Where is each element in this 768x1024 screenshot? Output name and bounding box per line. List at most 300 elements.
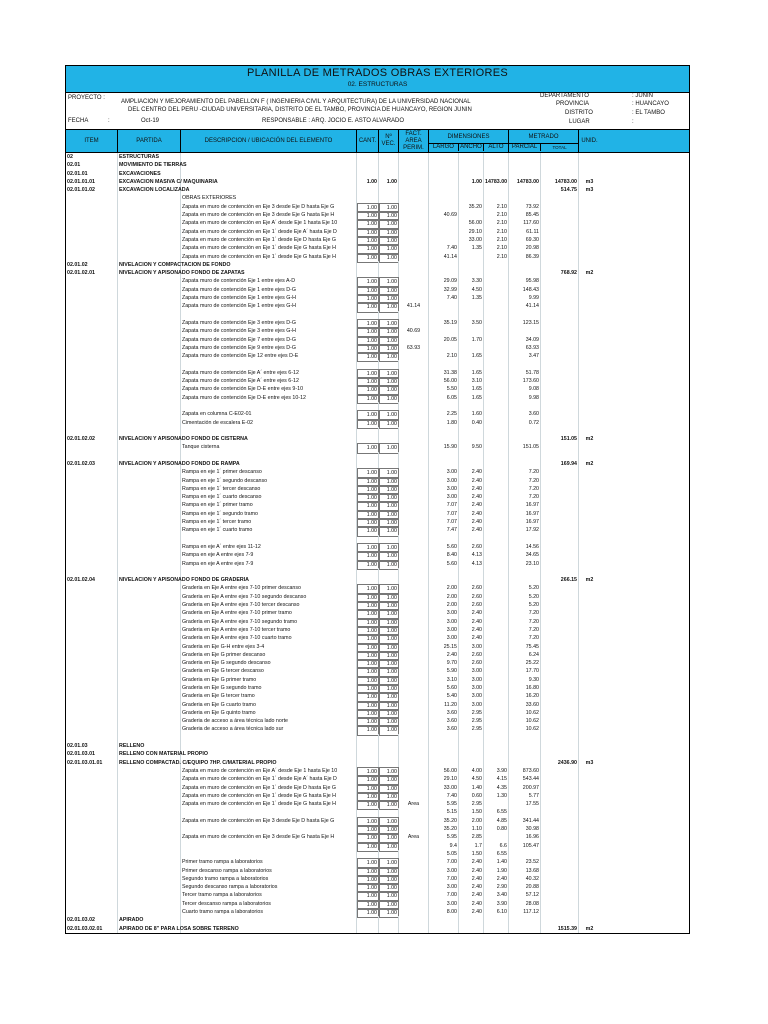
cell-item: 02.01.03.02 — [66, 916, 118, 924]
cell-largo: 7.40 — [429, 244, 459, 254]
cell-nvec: 1.00 — [379, 286, 399, 296]
cell-total — [541, 850, 579, 858]
cell-largo — [429, 734, 459, 742]
cell-alto: 0.80 — [484, 825, 509, 835]
date-separator: : — [108, 118, 110, 124]
cell-total — [541, 742, 579, 750]
cell-cant: 1.00 — [357, 543, 379, 553]
cell-descripcion: Zapata muro de contención Eje 7 entre ejes D-G — [181, 336, 357, 346]
cell-alto: 6.55 — [484, 808, 509, 816]
cell-cant: 1.00 — [357, 477, 379, 487]
cell-nvec: 1.00 — [379, 485, 399, 495]
cell-largo: 5.60 — [429, 543, 459, 553]
cell-nvec: 1.00 — [379, 651, 399, 661]
table-row — [66, 485, 689, 493]
header-alto: ALTO — [488, 143, 504, 150]
cell-ancho: 2.60 — [459, 584, 484, 594]
cell-nvec: 1.00 — [379, 219, 399, 229]
cell-ancho — [459, 161, 484, 169]
cell-alto — [484, 750, 509, 758]
cell-descripcion: Zapata muro de contención Eje A´ entre ejes 6-12 — [181, 377, 357, 387]
table-row — [66, 692, 689, 700]
cell-largo: 35.19 — [429, 319, 459, 329]
cell-total — [541, 311, 579, 319]
cell-fact — [399, 576, 429, 584]
cell-parcial — [509, 742, 541, 750]
cell-parcial — [509, 402, 541, 410]
cell-descripcion: Tercer descanso rampa a laboratorios — [181, 900, 357, 910]
cell-nvec: 1.00 — [379, 643, 399, 653]
cell-unid — [579, 734, 600, 742]
cell-partida: RELLENO COMPACTAD. C/EQUIPO 7HP. C/MATERIAL PROPIO — [119, 759, 277, 766]
cell-descripcion: Rampa en eje 1´ tercer descanso — [181, 485, 357, 495]
cell-largo — [429, 916, 459, 924]
cell-parcial: 7.20 — [509, 618, 541, 628]
cell-largo: 9.4 — [429, 842, 459, 852]
table-row — [66, 858, 689, 866]
cell-total — [541, 194, 579, 202]
table-row — [66, 792, 689, 800]
cell-alto: 1.30 — [484, 792, 509, 802]
cell-ancho: 2.40 — [459, 493, 484, 503]
cell-largo: 5.05 — [429, 850, 459, 858]
table-row — [66, 875, 689, 883]
cell-nvec: 1.00 — [379, 626, 399, 636]
cell-parcial: 40.32 — [509, 875, 541, 885]
cell-descripcion — [181, 576, 357, 584]
cell-nvec — [379, 161, 399, 169]
cell-nvec: 1.00 — [379, 825, 399, 835]
cell-unid — [579, 742, 600, 750]
cell-fact: 40.69 — [399, 327, 429, 337]
cell-parcial: 7.20 — [509, 468, 541, 478]
cell-unid — [579, 194, 600, 202]
date-value: Oct-19 — [141, 118, 160, 124]
cell-ancho: 2.40 — [459, 510, 484, 520]
cell-descripcion — [181, 402, 357, 410]
cell-ancho: 1.35 — [459, 244, 484, 254]
cell-largo — [429, 576, 459, 584]
cell-parcial — [509, 311, 541, 319]
cell-alto — [484, 170, 509, 178]
table-row — [66, 510, 689, 518]
header-fact-line2: AREA — [405, 137, 422, 144]
cell-cant — [357, 186, 379, 194]
cell-nvec: 1.00 — [379, 833, 399, 843]
cell-nvec — [379, 750, 399, 758]
cell-parcial — [509, 750, 541, 758]
cell-partida: EXCAVACION MASIVA C/ MAQUINARIA — [119, 178, 218, 185]
cell-cant: 1.00 — [357, 858, 379, 868]
cell-cant — [357, 402, 379, 410]
cell-ancho — [459, 186, 484, 194]
cell-total — [541, 452, 579, 460]
cell-item — [66, 568, 118, 576]
cell-descripcion: Rampa en eje 1´ segundo tramo — [181, 510, 357, 520]
cell-descripcion: Zapata muro de contención Eje D-E entre ejes 9-10 — [181, 385, 357, 395]
cell-cant: 1.00 — [357, 618, 379, 628]
cell-cant: 1.00 — [357, 485, 379, 495]
cell-cant: 1.00 — [357, 667, 379, 677]
cell-largo: 3.10 — [429, 676, 459, 686]
cell-largo: 5.40 — [429, 692, 459, 702]
cell-nvec: 1.00 — [379, 277, 399, 287]
cell-ancho: 2.40 — [459, 626, 484, 636]
table-row — [66, 850, 689, 858]
cell-parcial: 117.60 — [509, 219, 541, 229]
cell-item — [66, 194, 118, 202]
cell-largo — [429, 178, 459, 186]
cell-alto: 6.10 — [484, 908, 509, 918]
cell-nvec: 1.00 — [379, 784, 399, 794]
cell-cant: 1.00 — [357, 593, 379, 603]
cell-largo — [429, 170, 459, 178]
cell-parcial — [509, 460, 541, 468]
cell-unid — [579, 170, 600, 178]
table-row — [66, 867, 689, 875]
cell-descripcion: Graderia en Eje A entre ejes 7-10 tercer tramo — [181, 626, 357, 636]
cell-cant: 1.00 — [357, 800, 379, 810]
cell-fact — [399, 452, 429, 460]
cell-alto: 2.10 — [484, 236, 509, 246]
cell-nvec: 1.00 — [379, 618, 399, 628]
cell-partida: MOVIMIENTO DE TIERRAS — [119, 162, 187, 169]
cell-nvec: 1.00 — [379, 394, 399, 404]
cell-nvec — [379, 170, 399, 178]
cell-alto — [484, 759, 509, 767]
cell-descripcion: Zapata en muro de contención en Eje A´ desde Eje 1 hasta Eje 10 — [181, 767, 357, 777]
cell-cant — [357, 742, 379, 750]
cell-descripcion: Zapata en columna C-E02-01 — [181, 410, 357, 420]
cell-nvec: 1.00 — [379, 501, 399, 511]
cell-unid: m3 — [585, 759, 594, 766]
cell-cant: 1.00 — [357, 236, 379, 246]
cell-cant: 1.00 — [357, 775, 379, 785]
cell-nvec: 1.00 — [379, 634, 399, 644]
cell-ancho: 1.00 — [459, 178, 484, 186]
cell-alto: 2.10 — [484, 228, 509, 238]
cell-ancho: 2.95 — [459, 725, 484, 735]
cell-cant — [357, 153, 379, 161]
cell-ancho: 2.60 — [459, 601, 484, 611]
cell-nvec: 1.00 — [379, 211, 399, 221]
cell-item: 02.01.03.01 — [66, 750, 118, 758]
cell-largo: 2.40 — [429, 651, 459, 661]
cell-ancho: 1.65 — [459, 385, 484, 395]
cell-descripcion — [181, 186, 357, 194]
cell-largo: 3.00 — [429, 493, 459, 503]
cell-fact — [399, 360, 429, 368]
cell-fact — [399, 311, 429, 319]
cell-item — [66, 452, 118, 460]
cell-ancho: 1.65 — [459, 394, 484, 404]
cell-ancho — [459, 460, 484, 468]
departamento-label: DEPARTAMENTO — [540, 93, 589, 99]
cell-parcial: 28.08 — [509, 900, 541, 910]
cell-partida: RELLENO CON MATERIAL PROPIO — [119, 751, 208, 758]
table-row — [66, 302, 689, 310]
cell-descripcion — [181, 925, 357, 933]
table-row — [66, 518, 689, 526]
cell-ancho: 2.95 — [459, 800, 484, 810]
table-row — [66, 352, 689, 360]
cell-nvec: 1.00 — [379, 327, 399, 337]
cell-alto: 4.35 — [484, 784, 509, 794]
cell-descripcion — [181, 178, 357, 186]
cell-fact — [399, 194, 429, 202]
cell-parcial: 85.45 — [509, 211, 541, 221]
cell-alto: 14783.00 — [485, 178, 508, 185]
cell-nvec: 1.00 — [379, 443, 399, 453]
cell-largo — [429, 759, 459, 767]
cell-nvec — [379, 402, 399, 410]
cell-fact — [399, 742, 429, 750]
cell-descripcion: Rampa en eje A entre ejes 7-9 — [181, 551, 357, 561]
cell-ancho — [459, 311, 484, 319]
cell-nvec: 1.00 — [379, 676, 399, 686]
cell-ancho: 1.65 — [459, 369, 484, 379]
cell-fact — [399, 435, 429, 443]
cell-ancho — [459, 742, 484, 750]
cell-descripcion: Zapata muro de contención Eje D-E entre ejes 10-12 — [181, 394, 357, 404]
cell-ancho: 2.40 — [459, 891, 484, 901]
cell-fact — [399, 402, 429, 410]
cell-nvec: 1.00 — [379, 883, 399, 893]
cell-ancho: 2.40 — [459, 875, 484, 885]
table-row — [66, 443, 689, 451]
cell-total — [541, 427, 579, 435]
cell-alto — [484, 742, 509, 750]
cell-descripcion — [181, 161, 357, 169]
cell-descripcion: Rampa en eje 1´ primer tramo — [181, 501, 357, 511]
cell-parcial: 51.78 — [509, 369, 541, 379]
cell-descripcion: Zapata en muro de contención en Eje 1´ desde Eje G hasta Eje H — [181, 792, 357, 802]
cell-alto — [484, 427, 509, 435]
table-row — [66, 759, 689, 767]
cell-descripcion: Rampa en eje A´ entre ejes 11-12 — [181, 543, 357, 553]
cell-parcial — [509, 576, 541, 584]
cell-alto: 3.40 — [484, 891, 509, 901]
cell-largo: 3.60 — [429, 725, 459, 735]
cell-nvec — [379, 427, 399, 435]
cell-cant: 1.00 — [357, 560, 379, 570]
cell-cant: 1.00 — [357, 377, 379, 387]
cell-descripcion — [181, 460, 357, 468]
cell-descripcion: Graderia en Eje G primer tramo — [181, 676, 357, 686]
cell-parcial — [509, 170, 541, 178]
cell-descripcion: Rampa en eje 1´ cuarto descanso — [181, 493, 357, 503]
cell-cant — [357, 360, 379, 368]
cell-nvec: 1.00 — [379, 593, 399, 603]
cell-nvec — [379, 360, 399, 368]
cell-largo: 32.99 — [429, 286, 459, 296]
table-row — [66, 651, 689, 659]
table-row — [66, 800, 689, 808]
header-dimensiones-title: DIMENSIONES — [429, 132, 508, 144]
cell-alto: 2.90 — [484, 883, 509, 893]
table-row — [66, 344, 689, 352]
cell-total — [541, 750, 579, 758]
cell-largo — [429, 568, 459, 576]
header-descripcion: DESCRIPCION / UBICACIÓN DEL ELEMENTO — [181, 130, 357, 152]
project-info — [65, 93, 690, 129]
cell-descripcion: OBRAS EXTERIORES — [181, 194, 357, 202]
cell-cant: 1.00 — [357, 651, 379, 661]
cell-unid — [579, 311, 600, 319]
cell-parcial: 341.44 — [509, 817, 541, 827]
cell-ancho — [459, 452, 484, 460]
cell-total: 169.94 — [541, 460, 579, 468]
cell-fact — [399, 734, 429, 742]
cell-ancho: 1.70 — [459, 336, 484, 346]
cell-total — [541, 153, 579, 161]
table-row — [66, 842, 689, 850]
cell-alto: 2.10 — [484, 203, 509, 213]
cell-descripcion: Zapata muro de contención Eje 9 entre ejes D-G — [181, 344, 357, 354]
cell-parcial: 9.30 — [509, 676, 541, 686]
cell-cant: 1.00 — [357, 277, 379, 287]
cell-cant — [357, 535, 379, 543]
cell-largo: 5.50 — [429, 385, 459, 395]
cell-item — [66, 850, 118, 858]
cell-largo: 35.20 — [429, 825, 459, 835]
cell-largo: 2.00 — [429, 584, 459, 594]
cell-cant — [357, 311, 379, 319]
project-line2: DEL CENTRO DEL PERU -CIUDAD UNIVERSITARIA, DISTRITO DE EL TAMBO, PROVINCIA DE HUANCAYO, REGION JUNIN — [128, 107, 472, 113]
cell-total — [541, 261, 579, 269]
cell-descripcion: Segundo descanso rampa a laboratorios — [181, 883, 357, 893]
cell-parcial: 5.20 — [509, 584, 541, 594]
cell-descripcion — [181, 311, 357, 319]
cell-partida — [118, 360, 181, 368]
cell-descripcion: Zapata muro de contención Eje A´ entre ejes 6-12 — [181, 369, 357, 379]
table-row — [66, 178, 689, 186]
cell-descripcion: Zapata en muro de contención en Eje 1´ desde Eje G hasta Eje H — [181, 800, 357, 810]
cell-parcial: 14783.00 — [509, 178, 541, 186]
cell-largo: 11.20 — [429, 701, 459, 711]
cell-largo: 33.00 — [429, 784, 459, 794]
cell-item: 02.01.03.01.01 — [66, 759, 118, 767]
cell-parcial: 10.62 — [509, 717, 541, 727]
cell-descripcion: Graderia en Eje G cuarto tramo — [181, 701, 357, 711]
table-row — [66, 236, 689, 244]
cell-cant: 1.00 — [357, 286, 379, 296]
cell-nvec: 1.00 — [379, 900, 399, 910]
cell-parcial: 123.15 — [509, 319, 541, 329]
cell-nvec: 1.00 — [379, 601, 399, 611]
cell-cant — [357, 808, 379, 816]
cell-item: 02 — [66, 153, 118, 161]
cell-unid: m3 — [585, 187, 594, 194]
cell-fact — [399, 178, 429, 186]
cell-cant: 1.00 — [357, 825, 379, 835]
cell-largo: 3.00 — [429, 618, 459, 628]
cell-alto — [484, 360, 509, 368]
header-largo: LARGO — [429, 144, 459, 151]
cell-alto: 3.90 — [484, 900, 509, 910]
cell-cant: 1.00 — [357, 792, 379, 802]
cell-total — [541, 170, 579, 178]
cell-ancho: 2.40 — [459, 900, 484, 910]
cell-descripcion — [181, 435, 357, 443]
cell-cant: 1.00 — [357, 510, 379, 520]
cell-descripcion: Zapata en muro de contención en Eje 1´ desde Eje G hasta Eje H — [181, 253, 357, 263]
header-fact-line3: PERIM. — [403, 144, 424, 151]
cell-largo: 7.00 — [429, 891, 459, 901]
cell-parcial: 6.24 — [509, 651, 541, 661]
cell-alto — [484, 460, 509, 468]
cell-largo: 3.00 — [429, 626, 459, 636]
cell-ancho: 2.40 — [459, 526, 484, 536]
cell-parcial: 86.39 — [509, 253, 541, 263]
cell-descripcion: Rampa en eje 1´ tercer tramo — [181, 518, 357, 528]
cell-nvec: 1.00 — [379, 891, 399, 901]
cell-descripcion: Tercer tramo rampa a laboratorios — [181, 891, 357, 901]
cell-unid — [579, 750, 600, 758]
cell-descripcion — [181, 269, 357, 277]
cell-item: 02.01.01 — [66, 170, 118, 178]
cell-ancho: 3.00 — [459, 701, 484, 711]
cell-descripcion: Zapata en muro de contención en Eje 1´ desde Eje D hasta Eje G — [181, 784, 357, 794]
cell-unid — [579, 535, 600, 543]
cell-descripcion: Rampa en eje 1´ segundo descanso — [181, 477, 357, 487]
cell-cant: 1.00 — [357, 659, 379, 669]
cell-descripcion: Tanque cisterna — [181, 443, 357, 453]
table-row — [66, 311, 689, 319]
cell-largo: 3.60 — [429, 709, 459, 719]
cell-ancho: 1.35 — [459, 294, 484, 304]
cell-descripcion: Segundo tramo rampa a laboratorios — [181, 875, 357, 885]
cell-descripcion — [181, 452, 357, 460]
cell-parcial: 16.20 — [509, 692, 541, 702]
cell-descripcion: Zapata muro de contención Eje 1 entre ejes G-H — [181, 302, 357, 312]
cell-cant: 1.00 — [357, 394, 379, 404]
cell-nvec: 1.00 — [379, 775, 399, 785]
table-row — [66, 784, 689, 792]
cell-cant: 1.00 — [357, 701, 379, 711]
cell-cant: 1.00 — [357, 717, 379, 727]
header-cant: CANT. — [357, 130, 379, 152]
cell-ancho: 1.7 — [459, 842, 484, 852]
cell-partida: EXCAVACIONES — [118, 170, 181, 178]
cell-cant — [357, 452, 379, 460]
distrito-value: : EL TAMBO — [632, 110, 665, 116]
cell-nvec: 1.00 — [379, 319, 399, 329]
project-label: PROYECTO : — [68, 95, 105, 101]
cell-cant: 1.00 — [357, 551, 379, 561]
table-row — [66, 833, 689, 841]
cell-cant: 1.00 — [357, 676, 379, 686]
table-row — [66, 277, 689, 285]
cell-ancho: 1.10 — [459, 825, 484, 835]
cell-ancho: 1.40 — [459, 784, 484, 794]
cell-alto — [484, 734, 509, 742]
cell-item: 02.01.01.01 — [66, 178, 118, 186]
cell-largo: 3.00 — [429, 609, 459, 619]
cell-ancho — [459, 435, 484, 443]
cell-fact — [399, 750, 429, 758]
table-row — [66, 294, 689, 302]
cell-partida — [118, 194, 181, 202]
cell-unid: m2 — [585, 460, 594, 467]
cell-nvec — [379, 568, 399, 576]
cell-largo — [429, 261, 459, 269]
cell-parcial: 200.97 — [509, 784, 541, 794]
cell-nvec: 1.00 — [379, 584, 399, 594]
cell-partida — [118, 568, 181, 576]
cell-nvec — [379, 460, 399, 468]
cell-nvec: 1.00 — [379, 543, 399, 553]
